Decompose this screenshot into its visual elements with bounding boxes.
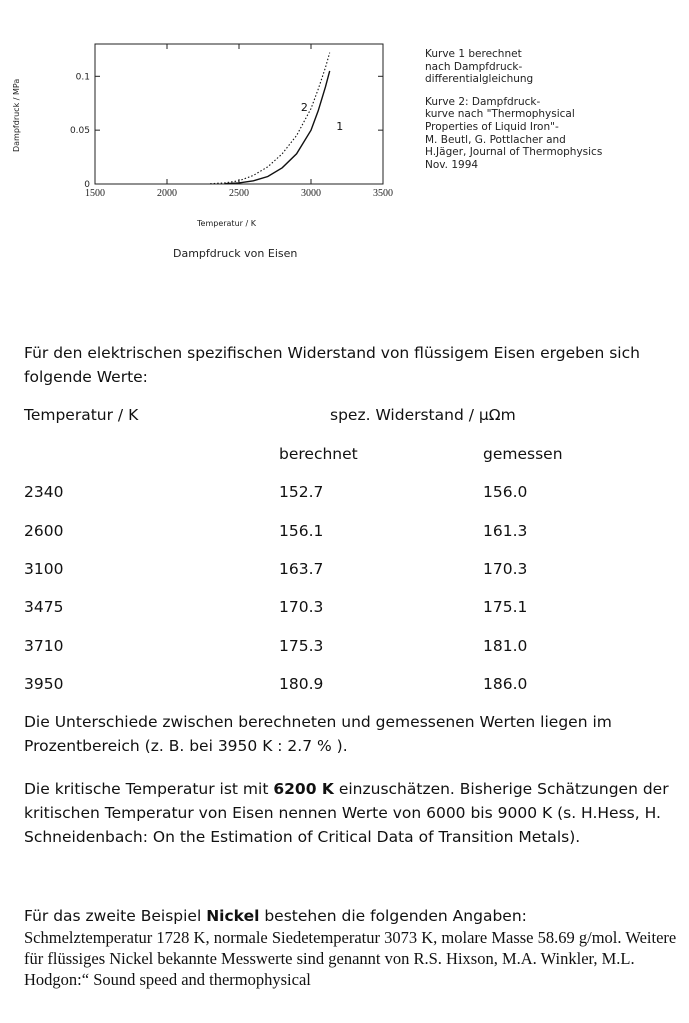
x-tick-label: 3000 [301,188,321,199]
intro-paragraph: Für den elektrischen spezifischen Widerstand von flüssigem Eisen ergeben sich folgende Werte: [24,344,640,386]
x-tick-label: 1500 [85,188,105,199]
nickel-label: Nickel [206,907,260,925]
critical-temperature-paragraph [24,777,674,849]
table-cell-calc: 163.7 [279,560,324,578]
plot-frame [95,44,383,184]
y-tick-label: 0.05 [69,126,90,137]
chart-caption: Dampfdruck von Eisen [173,247,298,260]
table-cell-meas: 186.0 [483,675,528,693]
series-line-1 [225,71,330,184]
table-header-resistance: spez. Widerstand / µΩm [330,406,516,424]
x-tick-label: 2000 [157,188,177,199]
table-cell-t: 3475 [24,598,64,616]
table-cell-t: 2340 [24,483,64,501]
table-cell-meas: 156.0 [483,483,528,501]
table-cell-t: 3950 [24,675,64,693]
table-cell-t: 3100 [24,560,64,578]
x-tick-label: 3500 [373,188,393,199]
curve1-note: Kurve 1 berechnet nach Dampfdruck- differentialgleichung [425,48,534,86]
y-tick-label: 0.1 [75,72,90,83]
table-cell-meas: 175.1 [483,598,528,616]
para3-before: Für das zweite Beispiel [24,907,207,925]
table-cell-calc: 175.3 [279,637,324,655]
table-cell-meas: 170.3 [483,560,528,578]
y-tick-label: 0 [84,180,90,190]
para2-before: Die kritische Temperatur ist mit [24,780,274,798]
table-cell-meas: 181.0 [483,637,528,655]
table-cell-calc: 170.3 [279,598,324,616]
chart-y-axis-label: Dampfdruck / MPa [12,78,21,152]
table-cell-calc: 152.7 [279,483,324,501]
para3-after: bestehen die folgenden Angaben: [259,907,527,925]
table-cell-calc: 156.1 [279,522,324,540]
table-subheader-calculated: berechnet [279,445,358,463]
table-cell-calc: 180.9 [279,675,324,693]
table-subheader-measured: gemessen [483,445,563,463]
table-cell-t: 3710 [24,637,64,655]
vapor-pressure-chart [0,0,689,300]
nickel-intro-paragraph [24,904,674,928]
nickel-data-paragraph: Schmelztemperatur 1728 K, normale Siedetemperatur 3073 K, molare Masse 58.69 g/mol. Weitere für flüssiges Nickel bekannte Messwerte sind genannt von R.S. Hixson, M.A. Winkler, M.L. Hodgon:“ Sound speed and thermophysical [24,928,677,989]
series-label-1: 1 [336,120,344,134]
table-cell-meas: 161.3 [483,522,528,540]
chart-legend-note [425,48,687,181]
table-cell-t: 2600 [24,522,64,540]
curve2-note: Kurve 2: Dampfdruck- kurve nach "Thermophysical Properties of Liquid Iron"- M. Beutl, G. Pottlacher and H.Jäger, Journal of Thermophysics Nov. 1994 [425,95,603,171]
difference-paragraph: Die Unterschiede zwischen berechneten und gemessenen Werten liegen im Prozentbereich (z. B. bei 3950 K : 2.7 % ). [24,713,612,755]
critical-temperature-value: 6200 K [273,780,334,798]
table-header-temperature: Temperatur / K [24,406,139,424]
series-line-2 [210,53,330,184]
para2-after: einzuschätzen. Bisherige Schätzungen der kritischen Temperatur von Eisen nennen Werte von 6000 bis 9000 K (s. H.Hess, H. Schneidenbach: On the Estimation of Critical Data of Transition Metals). [24,780,669,846]
x-tick-label: 2500 [229,188,249,199]
chart-x-axis-label: Temperatur / K [197,219,256,228]
series-label-2: 2 [300,100,308,114]
